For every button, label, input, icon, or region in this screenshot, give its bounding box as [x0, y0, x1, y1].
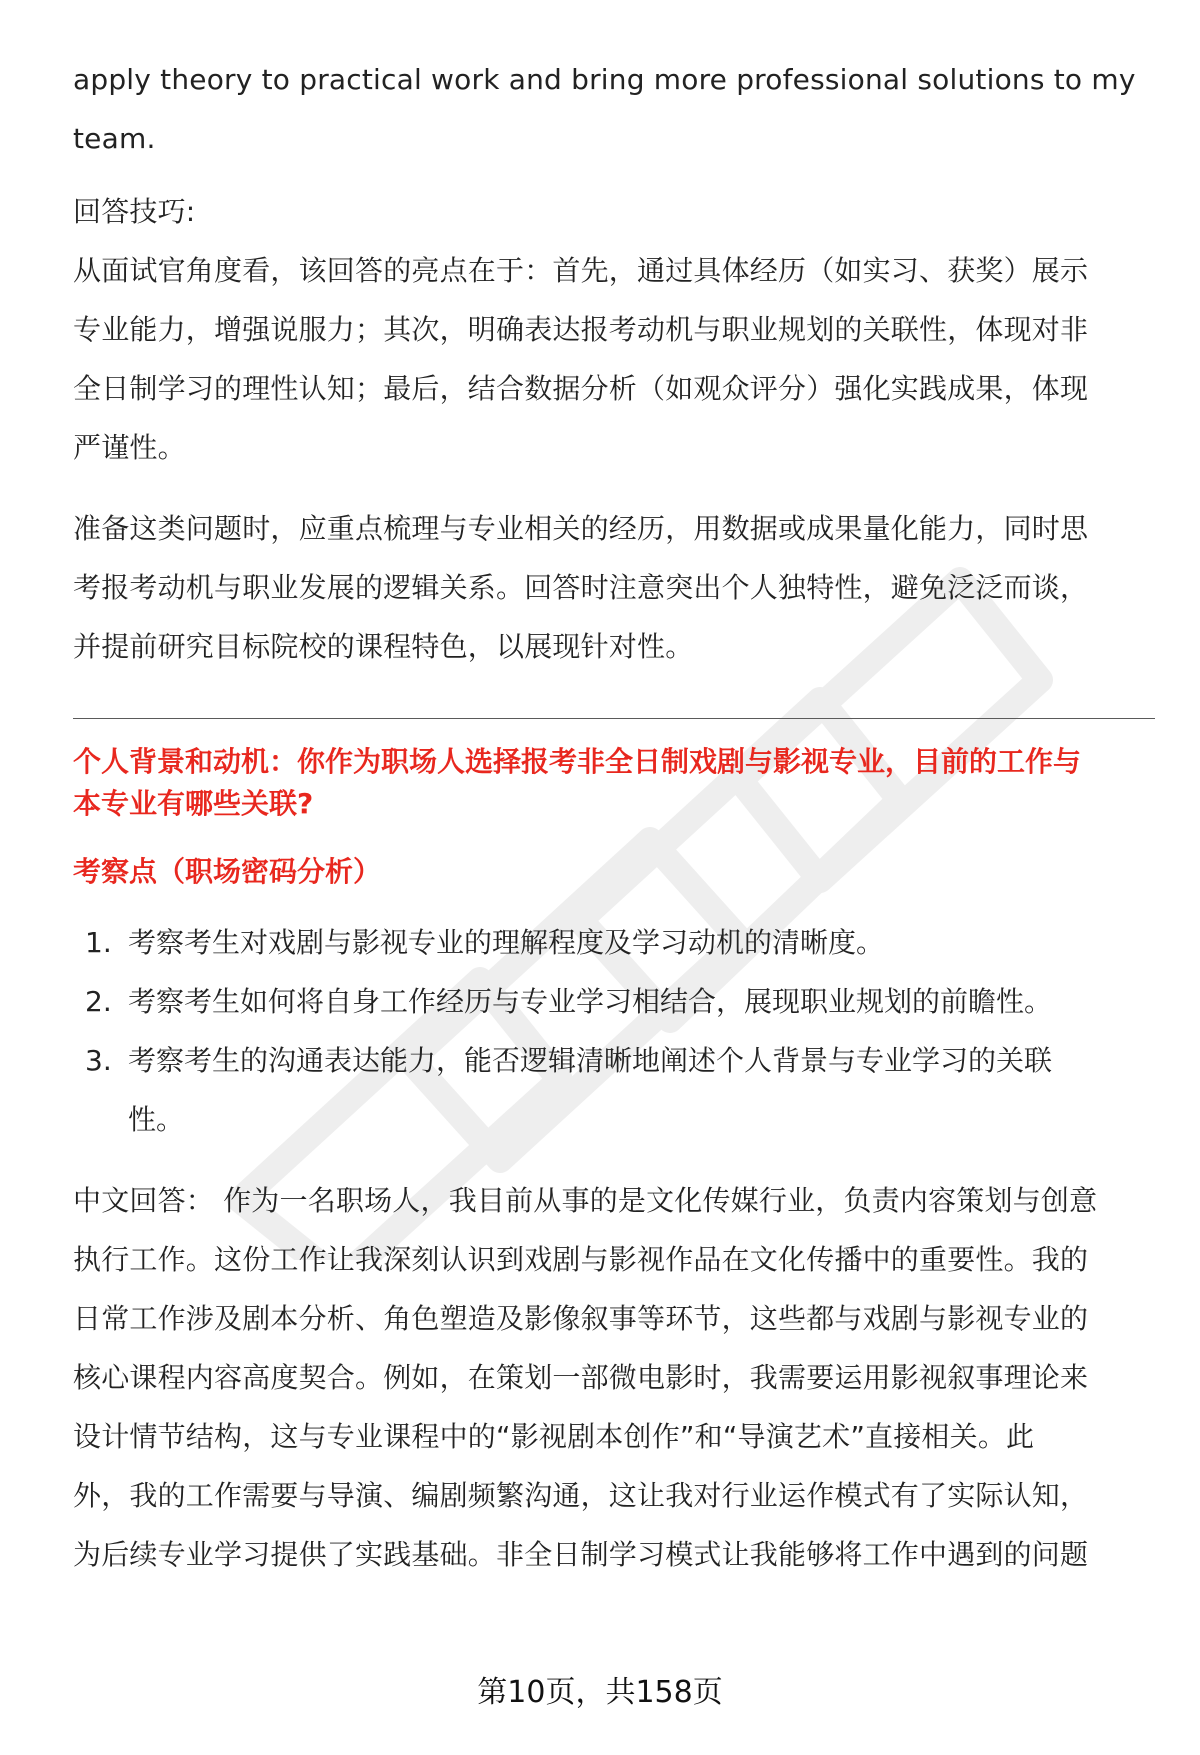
text-line: 为后续专业学习提供了实践基础。非全日制学习模式让我能够将工作中遇到的问题: [73, 1538, 1089, 1571]
text-line: 外，我的工作需要与导演、编剧频繁沟通，这让我对行业运作模式有了实际认知，: [73, 1479, 1089, 1512]
focus-points-list: [73, 913, 1153, 1149]
tips-paragraph-1: [73, 241, 1153, 477]
intro-paragraph: [73, 50, 1153, 168]
list-item-text: 考察考生的沟通表达能力，能否逻辑清晰地阐述个人背景与专业学习的关联: [128, 1044, 1053, 1077]
answer-paragraph: [73, 1171, 1153, 1584]
list-item: [73, 1031, 1153, 1149]
tips-paragraph-2: [73, 499, 1153, 676]
text-line: 从面试官角度看，该回答的亮点在于：首先，通过具体经历（如实习、获奖）展示: [73, 254, 1089, 287]
text-line: 准备这类问题时，应重点梳理与专业相关的经历，用数据或成果量化能力，同时思: [73, 512, 1089, 545]
list-item: [73, 972, 1153, 1031]
text-line: 全日制学习的理性认知；最后，结合数据分析（如观众评分）强化实践成果，体现: [73, 372, 1089, 405]
question-section: [73, 741, 1153, 1149]
document-body: [73, 50, 1153, 1584]
section-divider: [73, 718, 1155, 719]
list-item-text: 考察考生对戏剧与影视专业的理解程度及学习动机的清晰度。: [128, 926, 885, 959]
tips-heading: 回答技巧:: [73, 195, 196, 228]
list-number: 2.: [85, 985, 112, 1018]
text-line: 并提前研究目标院校的课程特色，以展现针对性。: [73, 630, 694, 663]
question-title-line: 个人背景和动机：你作为职场人选择报考非全日制戏剧与影视专业，目前的工作与: [73, 745, 1082, 778]
question-title-line: 本专业有哪些关联?: [73, 787, 314, 820]
list-number: 1.: [85, 926, 112, 959]
text-line: apply theory to practical work and bring more professional solutions to my: [73, 63, 1136, 96]
list-number: 3.: [85, 1044, 112, 1077]
text-line: 专业能力，增强说服力；其次，明确表达报考动机与职业规划的关联性，体现对非: [73, 313, 1089, 346]
tips-section: [73, 182, 1153, 676]
list-item-text: 性。: [128, 1103, 185, 1136]
text-line: 执行工作。这份工作让我深刻认识到戏剧与影视作品在文化传播中的重要性。我的: [73, 1243, 1089, 1276]
list-item-text: 考察考生如何将自身工作经历与专业学习相结合，展现职业规划的前瞻性。: [128, 985, 1053, 1018]
page-footer: 第10页，共158页: [477, 1675, 723, 1710]
text-line: 考报考动机与职业发展的逻辑关系。回答时注意突出个人独特性，避免泛泛而谈，: [73, 571, 1089, 604]
text-line: 中文回答： 作为一名职场人，我目前从事的是文化传媒行业，负责内容策划与创意: [73, 1184, 1098, 1217]
text-line: 设计情节结构，这与专业课程中的“影视剧本创作”和“导演艺术”直接相关。此: [73, 1420, 1035, 1453]
focus-heading: 考察点（职场密码分析）: [73, 855, 382, 888]
text-line: team.: [73, 122, 156, 155]
text-line: 日常工作涉及剧本分析、角色塑造及影像叙事等环节，这些都与戏剧与影视专业的: [73, 1302, 1089, 1335]
list-item: [73, 913, 1153, 972]
text-line: 严谨性。: [73, 431, 186, 464]
text-line: 核心课程内容高度契合。例如，在策划一部微电影时，我需要运用影视叙事理论来: [73, 1361, 1089, 1394]
